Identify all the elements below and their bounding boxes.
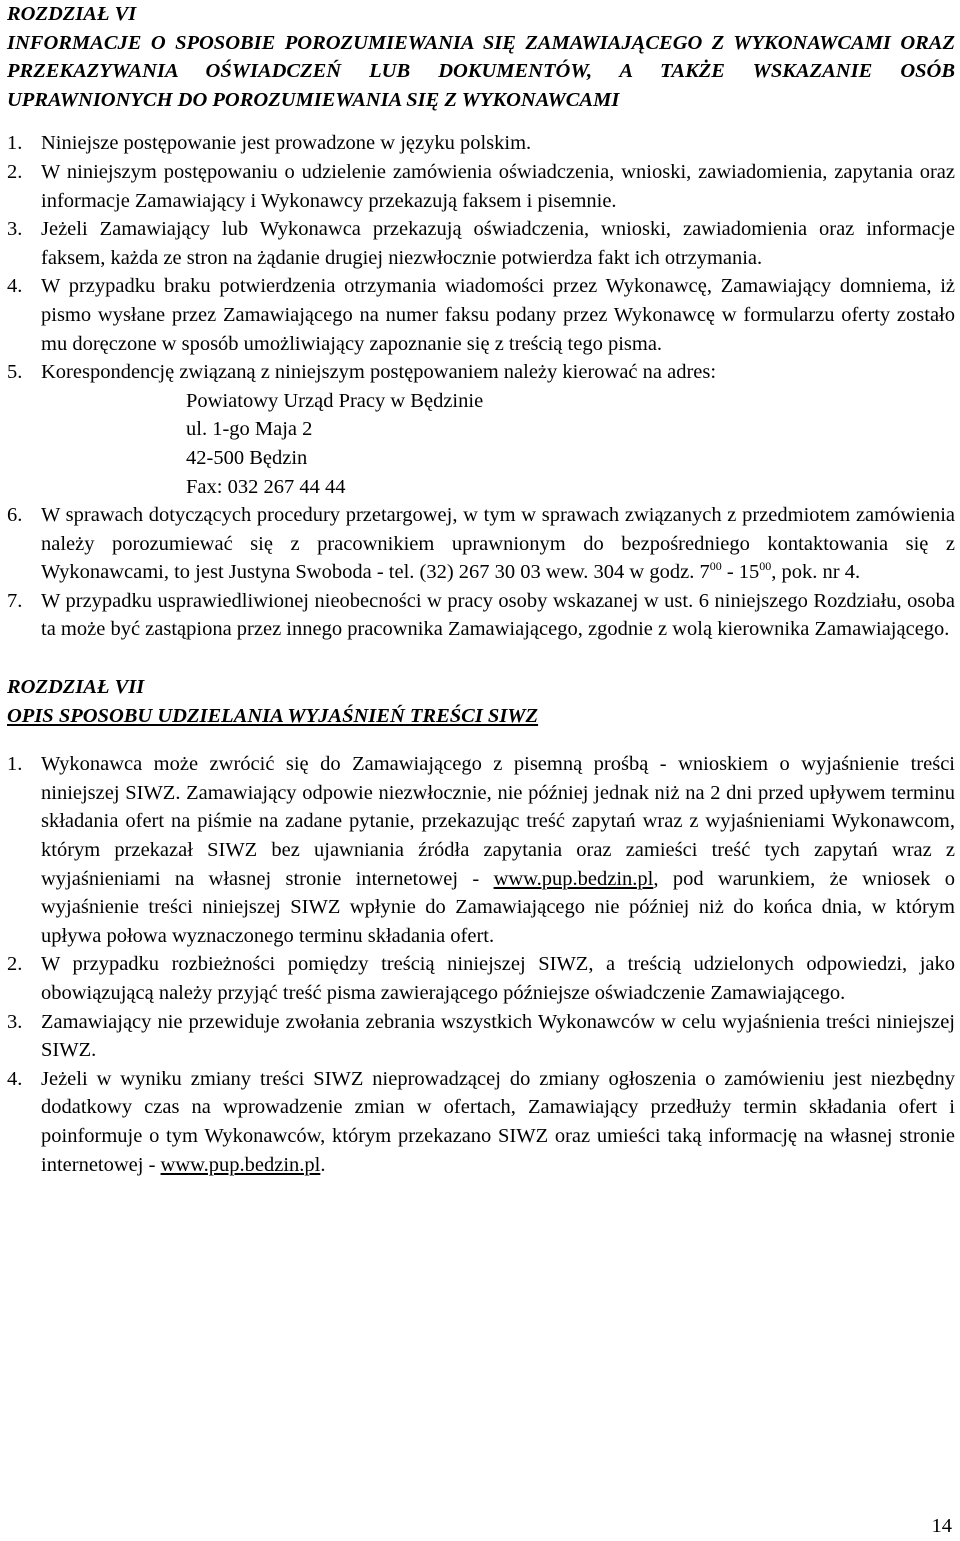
item-number: 4. xyxy=(7,1067,23,1090)
list-item xyxy=(7,950,955,1007)
item-text: W przypadku rozbieżności pomiędzy treścią niniejszej SIWZ, a treścią udzielonych odpowiedzi, jako obowiązującą należy przyjąć treść pisma zawierającego późniejsze oświadczenie Zamawiającego. xyxy=(41,953,955,1004)
website-link[interactable]: www.pup.bedzin.pl xyxy=(493,867,654,890)
item-text: W sprawach dotyczących procedury przetargowej, w tym w sprawach związanych z przedmiotem zamówienia należy porozumiewać się z pracownikiem uprawnionym do bezpośredniego kontaktowania się z Wykonawcami, to jest Justyna Swoboda - tel. (32) 267 30 03 wew. 304 w godz. 7 xyxy=(41,504,955,584)
item-text: Zamawiający nie przewiduje zwołania zebrania wszystkich Wykonawców w celu wyjaśnienia treści niniejszej SIWZ. xyxy=(41,1010,955,1062)
chapter-title: ROZDZIAŁ VII xyxy=(7,676,145,699)
item-number: 5. xyxy=(7,361,23,384)
item-text: W przypadku usprawiedliwionej nieobecności w pracy osoby wskazanej w ust. 6 niniejszego Rozdziału, osoba ta może być zastąpiona przez innego pracownika Zamawiającego, zgodnie z wolą kierownika Zamawiającego. xyxy=(41,589,955,641)
item-number: 2. xyxy=(7,160,23,183)
item-number: 1. xyxy=(7,132,23,155)
list-item xyxy=(7,272,955,358)
chapter-subtitle: OPIS SPOSOBU UDZIELANIA WYJAŚNIEŃ TREŚCI SIWZ xyxy=(7,704,539,727)
address-line: 42-500 Będzin xyxy=(186,446,308,469)
chapter-7-list xyxy=(7,750,955,1179)
list-item xyxy=(7,215,955,272)
address-line: ul. 1-go Maja 2 xyxy=(186,418,313,441)
chapter-6 xyxy=(7,0,955,644)
list-item xyxy=(7,587,955,644)
chapter-7 xyxy=(7,673,955,1179)
list-item xyxy=(7,158,955,215)
item-text: . xyxy=(320,1153,326,1176)
item-number: 2. xyxy=(7,953,23,976)
item-text: W niniejszym postępowaniu o udzielenie zamówienia oświadczenia, wnioski, zawiadomienia, zapytania oraz informacje Zamawiający i Wykonawcy przekazują faksem i pisemnie. xyxy=(41,160,955,212)
chapter-6-list xyxy=(7,129,955,644)
chapter-subtitle: INFORMACJE O SPOSOBIE POROZUMIEWANIA SIĘ ZAMAWIAJĄCEGO Z WYKONAWCAMI ORAZ PRZEKAZYWANIA OŚWIADCZEŃ LUB DOKUMENTÓW, A TAKŻE WSKAZANIE OSÓB UPRAWNIONYCH DO POROZUMIEWANIA SIĘ Z WYKONAWCAMI xyxy=(7,31,955,111)
list-item xyxy=(7,750,955,950)
item-text: , pod warunkiem, że wniosek o wyjaśnienie treści niniejszej SIWZ wpłynie do Zamawiającego nie później niż do końca dnia, w którym upływa połowa wyznaczonego terminu składania ofert. xyxy=(41,867,956,947)
item-text: Korespondencję związaną z niniejszym postępowaniem należy kierować na adres: xyxy=(41,361,717,384)
hour-superscript: 00 xyxy=(709,559,722,574)
website-link[interactable]: www.pup.bedzin.pl xyxy=(160,1153,321,1176)
item-number: 3. xyxy=(7,1010,23,1033)
item-number: 4. xyxy=(7,275,23,298)
item-number: 6. xyxy=(7,504,23,527)
document-page xyxy=(7,0,955,1179)
list-item xyxy=(7,1065,955,1179)
item-text: W przypadku braku potwierdzenia otrzymania wiadomości przez Wykonawcę, Zamawiający domniema, iż pismo wysłane przez Zamawiającego na numer faksu podany przez Wykonawcę w formularzu oferty zostało mu doręczone w sposób umożliwiający zapoznanie się z treścią tego pisma. xyxy=(41,275,955,355)
item-text: , pok. nr 4. xyxy=(771,561,861,584)
list-item xyxy=(7,358,955,501)
item-text: Wykonawca może zwrócić się do Zamawiającego z pisemną prośbą - wnioskiem o wyjaśnienie treści niniejszej SIWZ. Zamawiający odpowie niezwłocznie, nie później jednak niż na 2 dni przed upływem terminu składania ofert na piśmie na zadane pytanie, przekazując treść zapytań wraz z wyjaśnieniami Wykonawcom, którym przekazał SIWZ bez ujawniania źródła zapytania oraz zamieści treść tych zapytań wraz z wyjaśnieniami na własnej stronie internetowej - xyxy=(41,753,955,890)
address-fax: Fax: 032 267 44 44 xyxy=(186,475,346,498)
hour-superscript: 00 xyxy=(759,559,772,574)
item-text: Niniejsze postępowanie jest prowadzone w języku polskim. xyxy=(41,132,532,155)
item-number: 1. xyxy=(7,753,23,776)
list-item xyxy=(7,501,955,587)
chapter-title: ROZDZIAŁ VI xyxy=(7,3,137,25)
list-item xyxy=(7,1008,955,1065)
item-number: 3. xyxy=(7,218,23,241)
item-number: 7. xyxy=(7,589,23,612)
address-line: Powiatowy Urząd Pracy w Będzinie xyxy=(186,389,484,412)
page-number: 14 xyxy=(931,1515,952,1537)
list-item xyxy=(7,129,955,158)
item-text: Jeżeli Zamawiający lub Wykonawca przekazują oświadczenia, wnioski, zawiadomienia oraz informacje faksem, każda ze stron na żądanie drugiej niezwłocznie potwierdza fakt ich otrzymania. xyxy=(41,218,955,269)
item-text: - 15 xyxy=(721,561,760,584)
item-text: Jeżeli w wyniku zmiany treści SIWZ nieprowadzącej do zmiany ogłoszenia o zamówieniu jest niezbędny dodatkowy czas na wprowadzenie zmian w ofertach, Zamawiający przedłuży termin składania ofert i poinformuje o tym Wykonawców, którym przekazano SIWZ oraz umieści taką informację na własnej stronie internetowej - xyxy=(41,1067,955,1176)
